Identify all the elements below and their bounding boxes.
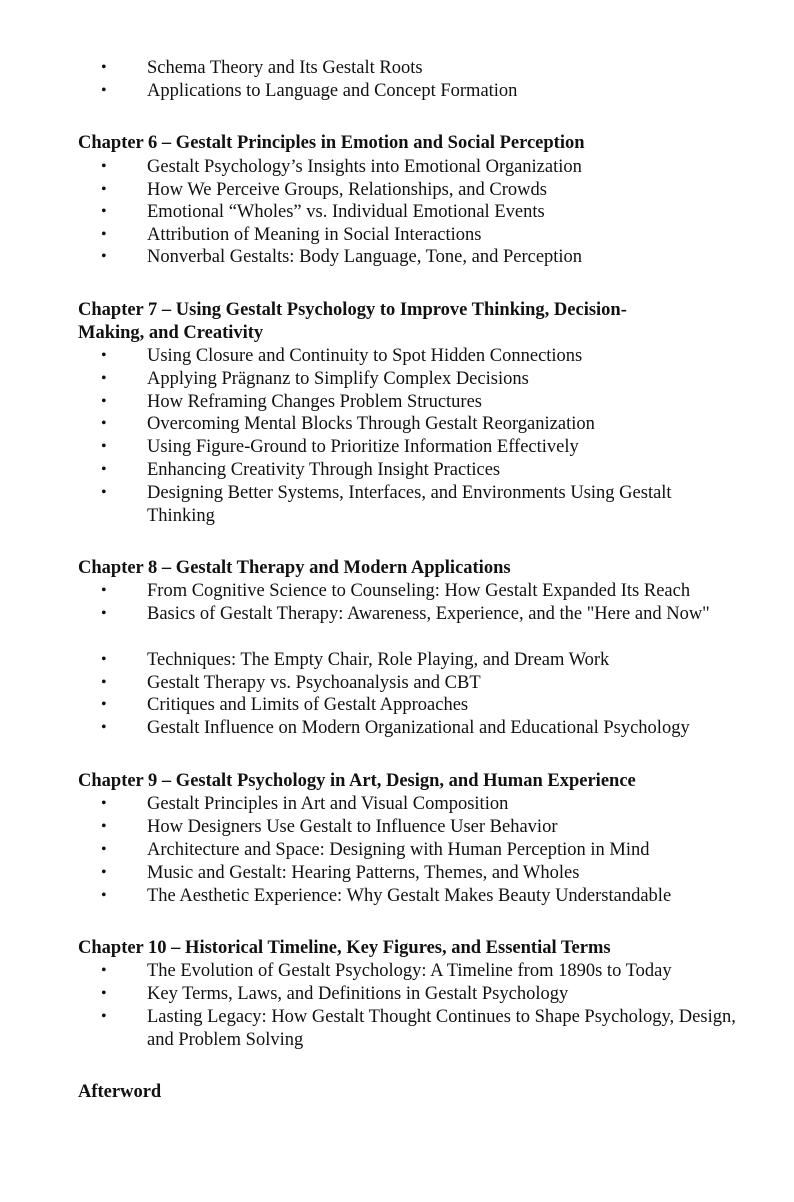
bullet: •	[101, 1008, 107, 1025]
list-item-text: Gestalt Therapy vs. Psychoanalysis and CBT	[147, 673, 481, 693]
list-item	[101, 482, 727, 527]
bullet: •	[101, 864, 107, 881]
list-item	[101, 368, 767, 391]
list-item-text: Attribution of Meaning in Social Interactions	[147, 225, 482, 245]
list-item	[101, 694, 767, 717]
list-item	[101, 413, 767, 436]
chapter-heading: Chapter 7 – Using Gestalt Psychology to Improve Thinking, Decision-	[78, 300, 627, 320]
list-item	[101, 793, 767, 816]
list-item	[101, 717, 787, 740]
list-item-text: Schema Theory and Its Gestalt Roots	[147, 58, 423, 78]
list-item	[101, 603, 727, 626]
list-item-text: Music and Gestalt: Hearing Patterns, Themes, and Wholes	[147, 863, 580, 883]
bullet: •	[101, 985, 107, 1002]
bullet: •	[101, 651, 107, 668]
list-item-text: Key Terms, Laws, and Definitions in Gestalt Psychology	[147, 984, 569, 1004]
bullet: •	[101, 158, 107, 175]
chapter-heading: Chapter 6 – Gestalt Principles in Emotion and Social Perception	[78, 133, 585, 153]
bullet: •	[101, 181, 107, 198]
list-item-text: Gestalt Psychology’s Insights into Emotional Organization	[147, 157, 582, 177]
chapter-heading: Chapter 10 – Historical Timeline, Key Figures, and Essential Terms	[78, 938, 611, 958]
list-item-text: Enhancing Creativity Through Insight Practices	[147, 460, 501, 480]
bullet: •	[101, 674, 107, 691]
list-item-text: The Evolution of Gestalt Psychology: A Timeline from 1890s to Today	[147, 961, 672, 981]
bullet: •	[101, 461, 107, 478]
list-item-text: How Designers Use Gestalt to Influence User Behavior	[147, 817, 558, 837]
bullet: •	[101, 393, 107, 410]
list-item-text: Gestalt Influence on Modern Organizational and Educational Psychology	[147, 718, 690, 738]
list-item	[101, 179, 767, 202]
list-item-text: Gestalt Principles in Art and Visual Composition	[147, 794, 509, 814]
list-item	[101, 580, 767, 603]
bullet: •	[101, 248, 107, 265]
bullet: •	[101, 415, 107, 432]
list-item-text: Applications to Language and Concept Formation	[147, 81, 518, 101]
list-item	[101, 391, 767, 414]
bullet: •	[101, 841, 107, 858]
list-item-text: Techniques: The Empty Chair, Role Playing, and Dream Work	[147, 650, 610, 670]
list-item-text: Emotional “Wholes” vs. Individual Emotional Events	[147, 202, 545, 222]
chapter-heading: Chapter 9 – Gestalt Psychology in Art, Design, and Human Experience	[78, 771, 636, 791]
list-item	[101, 57, 767, 80]
bullet: •	[101, 59, 107, 76]
chapter-heading: Chapter 8 – Gestalt Therapy and Modern Applications	[78, 558, 511, 578]
list-item-text: How Reframing Changes Problem Structures	[147, 392, 482, 412]
list-item	[101, 649, 767, 672]
list-item	[101, 862, 767, 885]
bullet: •	[101, 203, 107, 220]
list-item-text: Lasting Legacy: How Gestalt Thought Continues to Shape Psychology, Design, and Problem Solving	[147, 1007, 736, 1050]
list-item	[101, 983, 767, 1006]
bullet: •	[101, 719, 107, 736]
bullet: •	[101, 438, 107, 455]
list-item	[101, 960, 767, 983]
bullet: •	[101, 347, 107, 364]
list-item	[101, 1006, 737, 1051]
bullet: •	[101, 82, 107, 99]
list-item	[101, 436, 767, 459]
list-item	[101, 885, 767, 908]
list-item	[101, 839, 767, 862]
list-item	[101, 201, 767, 224]
bullet: •	[101, 582, 107, 599]
list-item-text: Nonverbal Gestalts: Body Language, Tone, and Perception	[147, 247, 583, 267]
list-item	[101, 224, 767, 247]
bullet: •	[101, 795, 107, 812]
list-item-text: The Aesthetic Experience: Why Gestalt Makes Beauty Understandable	[147, 886, 672, 906]
bullet: •	[101, 226, 107, 243]
chapter-heading-continued: Making, and Creativity	[78, 323, 264, 343]
list-item	[101, 156, 767, 179]
list-item-text: Using Figure-Ground to Prioritize Information Effectively	[147, 437, 579, 457]
list-item-text: Basics of Gestalt Therapy: Awareness, Experience, and the "Here and Now"	[147, 604, 710, 624]
bullet: •	[101, 696, 107, 713]
list-item	[101, 80, 767, 103]
list-item-text: Overcoming Mental Blocks Through Gestalt Reorganization	[147, 414, 595, 434]
list-item-text: How We Perceive Groups, Relationships, and Crowds	[147, 180, 547, 200]
list-item	[101, 672, 767, 695]
bullet: •	[101, 887, 107, 904]
afterword-heading: Afterword	[78, 1082, 162, 1102]
bullet: •	[101, 818, 107, 835]
bullet: •	[101, 962, 107, 979]
list-item	[101, 459, 767, 482]
list-item-text: Critiques and Limits of Gestalt Approaches	[147, 695, 469, 715]
list-item-text: Applying Prägnanz to Simplify Complex Decisions	[147, 369, 529, 389]
list-item-text: Using Closure and Continuity to Spot Hidden Connections	[147, 346, 583, 366]
bullet: •	[101, 370, 107, 387]
list-item-text: Designing Better Systems, Interfaces, and Environments Using Gestalt Thinking	[147, 483, 672, 526]
list-item	[101, 246, 767, 269]
bullet: •	[101, 605, 107, 622]
list-item	[101, 345, 767, 368]
list-item-text: From Cognitive Science to Counseling: How Gestalt Expanded Its Reach	[147, 581, 691, 601]
list-item-text: Architecture and Space: Designing with Human Perception in Mind	[147, 840, 650, 860]
list-item	[101, 816, 767, 839]
bullet: •	[101, 484, 107, 501]
